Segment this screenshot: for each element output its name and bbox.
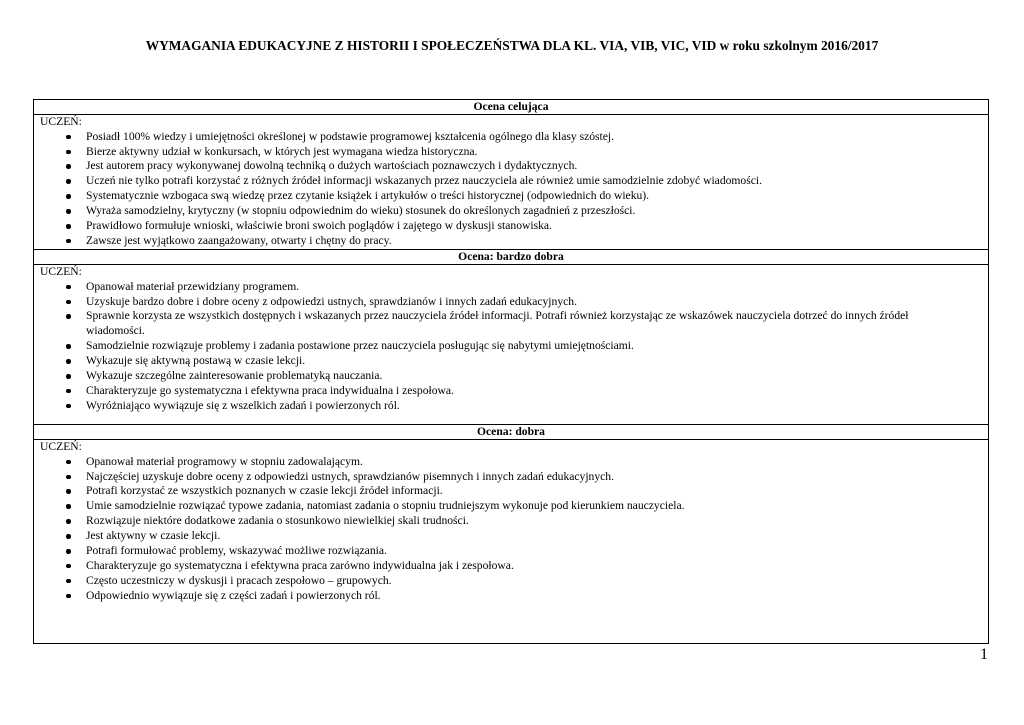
grade-requirements-table [33, 99, 989, 644]
section-dobra [34, 425, 988, 643]
section-bardzo-dobra [34, 250, 988, 425]
list-item: Posiadł 100% wiedzy i umiejętności określonej w podstawie programowej kształcenia ogólnego dla klasy szóstej. [86, 130, 988, 145]
list-item: Jest autorem pracy wykonywanej dowolną techniką o dużych wartościach poznawczych i dydaktycznych. [86, 159, 988, 174]
list-item: Uczeń nie tylko potrafi korzystać z różnych źródeł informacji wskazanych przez nauczyciela ale również umie samodzielnie zdobyć wiadomości. [86, 174, 988, 189]
document-title: WYMAGANIA EDUKACYJNE Z HISTORII I SPOŁECZEŃSTWA DLA KL. VIA, VIB, VIC, VID w roku szkolnym 2016/2017 [145, 38, 879, 53]
section-header: Ocena: dobra [34, 425, 988, 440]
section-header: Ocena: bardzo dobra [34, 250, 988, 265]
list-item: Opanował materiał programowy w stopniu zadowalającym. [86, 455, 988, 470]
list-item: Prawidłowo formułuje wnioski, właściwie broni swoich poglądów i zajętego w dyskusji stanowiska. [86, 219, 988, 234]
student-label: UCZEŃ: [40, 265, 82, 278]
requirements-list [40, 280, 988, 414]
page-number: 1 [980, 646, 988, 663]
student-label: UCZEŃ: [40, 440, 82, 453]
list-item: Samodzielnie rozwiązuje problemy i zadania postawione przez nauczyciela posługując się nabytymi umiejętnościami. [86, 339, 988, 354]
list-item: Rozwiązuje niektóre dodatkowe zadania o stosunkowo niewielkiej skali trudności. [86, 514, 988, 529]
list-item: Opanował materiał przewidziany programem. [86, 280, 988, 295]
list-item: Wyraża samodzielny, krytyczny (w stopniu odpowiednim do wieku) stosunek do określonych zagadnień z przeszłości. [86, 204, 988, 219]
list-item: Uzyskuje bardzo dobre i dobre oceny z odpowiedzi ustnych, sprawdzianów i innych zadań edukacyjnych. [86, 295, 988, 310]
list-item: Odpowiednio wywiązuje się z części zadań i powierzonych ról. [86, 589, 988, 604]
list-item: Bierze aktywny udział w konkursach, w których jest wymagana wiedza historyczna. [86, 145, 988, 160]
list-item: Wyróżniająco wywiązuje się z wszelkich zadań i powierzonych ról. [86, 399, 988, 414]
list-item: Zawsze jest wyjątkowo zaangażowany, otwarty i chętny do pracy. [86, 234, 988, 249]
list-item: Wykazuje się aktywną postawą w czasie lekcji. [86, 354, 988, 369]
list-item: Często uczestniczy w dyskusji i pracach zespołowo – grupowych. [86, 574, 988, 589]
list-item: Wykazuje szczególne zainteresowanie problematyką nauczania. [86, 369, 988, 384]
list-item: Charakteryzuje go systematyczna i efektywna praca zarówno indywidualna jak i zespołowa. [86, 559, 988, 574]
list-item: Systematycznie wzbogaca swą wiedzę przez czytanie książek i artykułów o treści historycznej (odpowiednich do wieku). [86, 189, 988, 204]
list-item: Potrafi korzystać ze wszystkich poznanych w czasie lekcji źródeł informacji. [86, 484, 988, 499]
section-celujaca [34, 100, 988, 250]
requirements-list [40, 455, 988, 604]
student-label: UCZEŃ: [40, 115, 82, 128]
section-body [34, 440, 988, 604]
list-item: Najczęściej uzyskuje dobre oceny z odpowiedzi ustnych, sprawdzianów pisemnych i innych zadań edukacyjnych. [86, 470, 988, 485]
section-body [34, 115, 988, 249]
section-body [34, 265, 988, 414]
list-item: Charakteryzuje go systematyczna i efektywna praca indywidualna i zespołowa. [86, 384, 988, 399]
list-item: Potrafi formułować problemy, wskazywać możliwe rozwiązania. [86, 544, 988, 559]
list-item: Umie samodzielnie rozwiązać typowe zadania, natomiast zadania o stopniu trudniejszym wykonuje pod kierunkiem nauczyciela. [86, 499, 988, 514]
section-header: Ocena celująca [34, 100, 988, 115]
list-item: Sprawnie korzysta ze wszystkich dostępnych i wskazanych przez nauczyciela źródeł informacji. Potrafi również korzystając ze wskazówek nauczyciela dotrzeć do innych źródeł wiadomości. [86, 309, 988, 339]
requirements-list [40, 130, 988, 249]
list-item: Jest aktywny w czasie lekcji. [86, 529, 988, 544]
